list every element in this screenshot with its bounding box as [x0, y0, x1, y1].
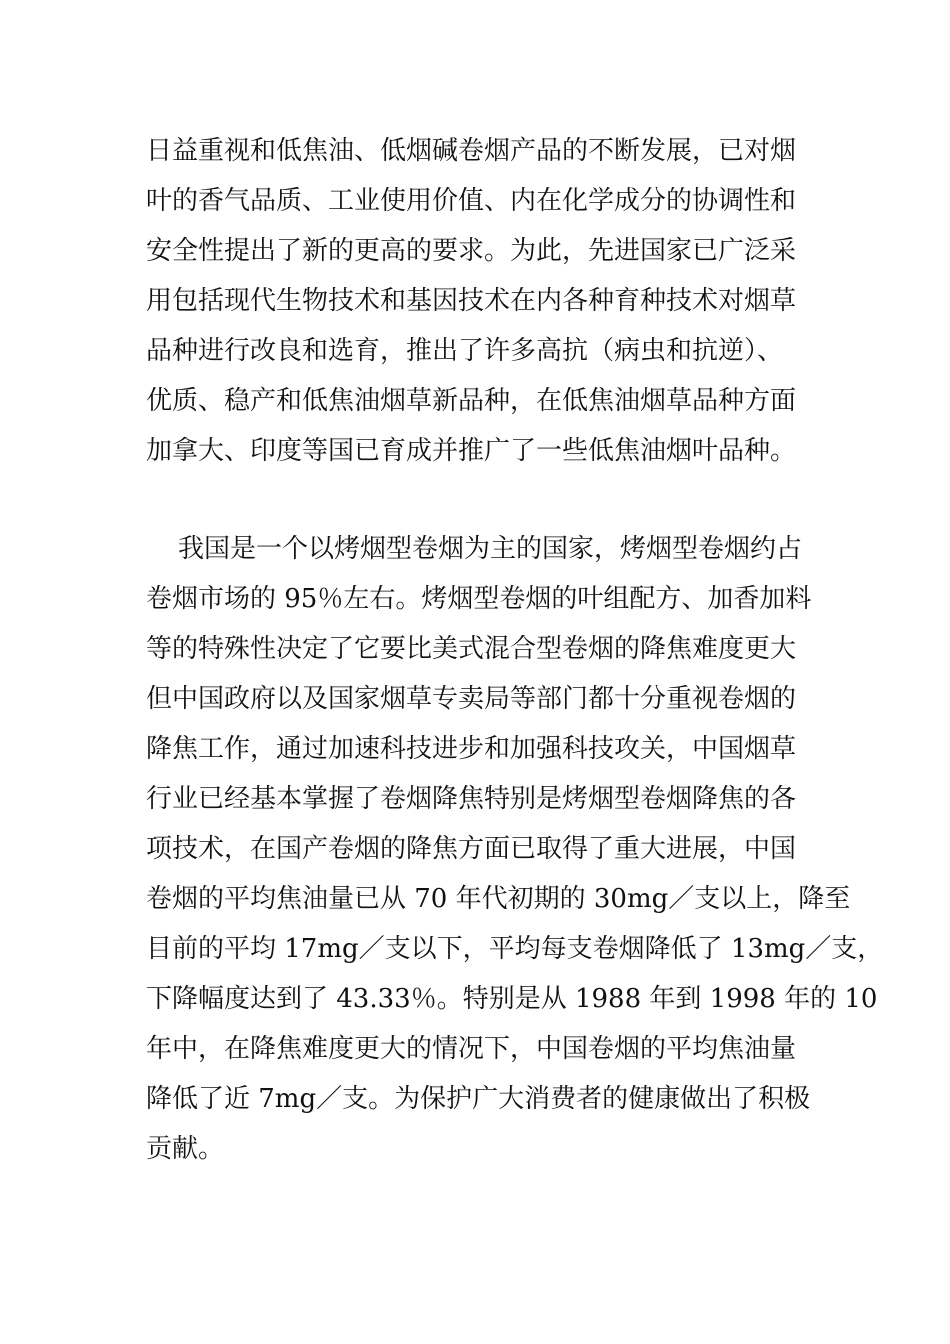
paragraph-line: 目前的平均 17mg／支以下，平均每支卷烟降低了 13mg／支， — [146, 934, 884, 964]
paragraph-line: 安全性提出了新的更高的要求。为此，先进国家已广泛采 — [146, 236, 797, 266]
paragraph-line: 用包括现代生物技术和基因技术在内各种育种技术对烟草 — [146, 286, 797, 316]
paragraph-line: 卷烟市场的 95％左右。烤烟型卷烟的叶组配方、加香加料 — [146, 584, 812, 614]
paragraph-line: 下降幅度达到了 43.33％。特别是从 1988 年到 1998 年的 10 — [146, 984, 878, 1014]
paragraph-line: 卷烟的平均焦油量已从 70 年代初期的 30mg／支以上，降至 — [146, 884, 851, 914]
paragraph-line: 优质、稳产和低焦油烟草新品种，在低焦油烟草品种方面 — [146, 386, 797, 416]
paragraph-line: 降焦工作，通过加速科技进步和加强科技攻关，中国烟草 — [146, 734, 797, 764]
paragraph-line: 贡献。 — [146, 1134, 225, 1164]
paragraph-line: 项技术，在国产卷烟的降焦方面已取得了重大进展，中国 — [146, 834, 797, 864]
paragraph-line: 等的特殊性决定了它要比美式混合型卷烟的降焦难度更大 — [146, 634, 797, 664]
paragraph-line: 日益重视和低焦油、低烟碱卷烟产品的不断发展，已对烟 — [146, 136, 797, 166]
paragraph-line: 行业已经基本掌握了卷烟降焦特别是烤烟型卷烟降焦的各 — [146, 784, 797, 814]
paragraph-line: 降低了近 7mg／支。为保护广大消费者的健康做出了积极 — [146, 1084, 811, 1114]
paragraph-line: 品种进行改良和选育，推出了许多高抗（病虫和抗逆）、 — [146, 336, 784, 366]
paragraph-line: 但中国政府以及国家烟草专卖局等部门都十分重视卷烟的 — [146, 684, 797, 714]
paragraph-line: 我国是一个以烤烟型卷烟为主的国家，烤烟型卷烟约占 — [178, 534, 803, 564]
paragraph-line: 年中，在降焦难度更大的情况下，中国卷烟的平均焦油量 — [146, 1034, 797, 1064]
paragraph-line: 叶的香气品质、工业使用价值、内在化学成分的协调性和 — [146, 186, 797, 216]
paragraph-line: 加拿大、印度等国已育成并推广了一些低焦油烟叶品种。 — [146, 436, 797, 466]
